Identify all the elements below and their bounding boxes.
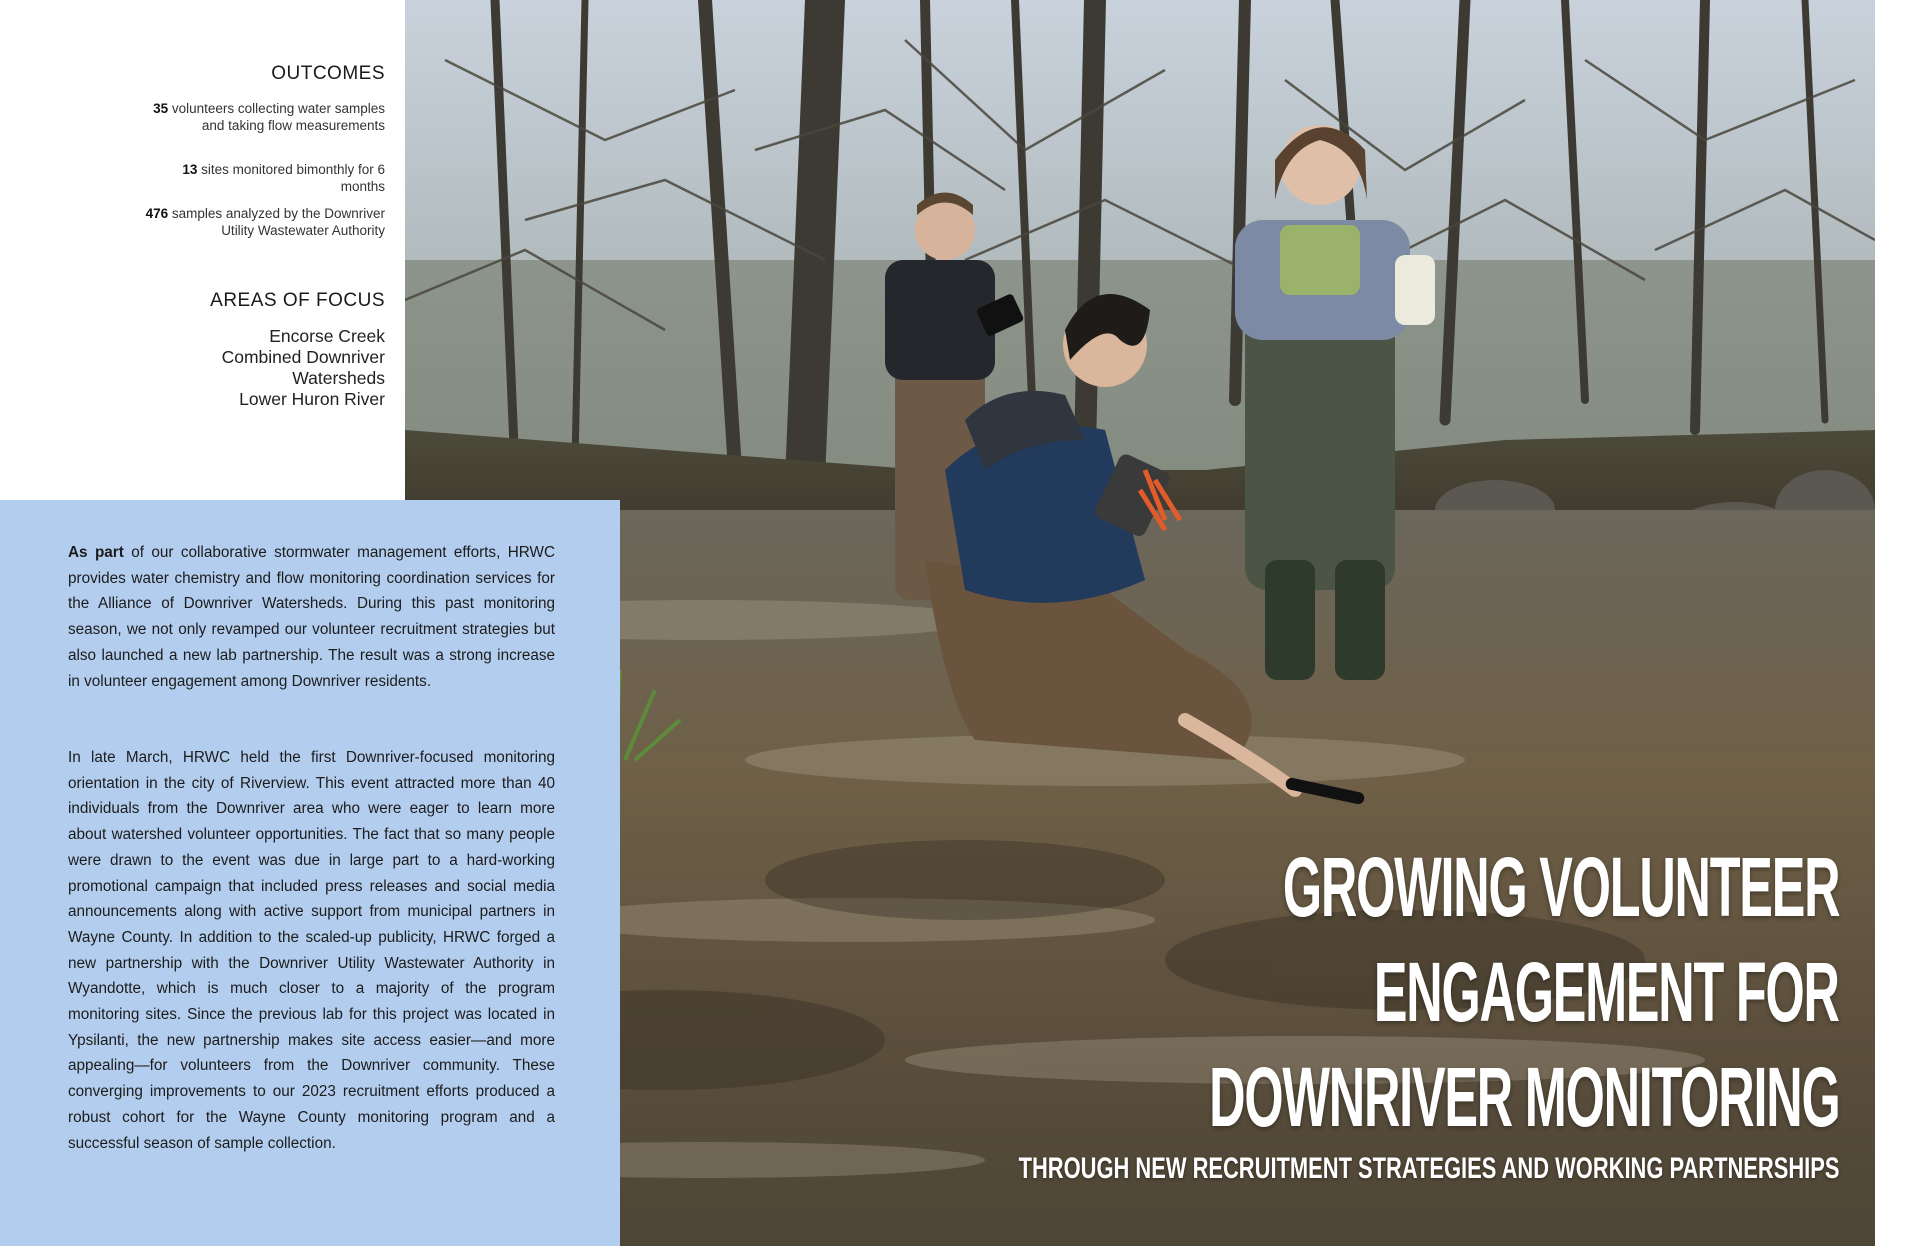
area-item: Lower Huron River [239,389,385,409]
article-panel [0,500,620,1246]
paragraph-lead: As part [68,544,124,561]
area-item: Combined Downriver [221,347,385,367]
outcome-number: 35 [153,101,169,116]
outcome-item [145,161,385,195]
headline-line-3: DOWNRIVER MONITORING [1208,1050,1839,1144]
sidebar [0,0,405,500]
headline-line-1: GROWING VOLUNTEER [1282,840,1839,934]
outcome-item [145,205,385,239]
paragraph-body: of our collaborative stormwater management efforts, HRWC provides water chemistry and flow monitoring coordination services for the Alliance of Downriver Watersheds. During this past monitoring season, we not only revamped our volunteer recruitment strategies but also launched a new lab partnership. The result was a strong increase in volunteer engagement among Downriver residents. [68,544,556,690]
areas-heading: AREAS OF FOCUS [210,290,385,311]
outcomes-heading: OUTCOMES [271,63,385,84]
headline-line-2: ENGAGEMENT FOR [1374,945,1839,1039]
article-paragraph-1 [68,540,555,694]
outcome-text: samples analyzed by the Downriver Utility Wastewater Authority [168,206,385,238]
outcome-number: 476 [145,206,169,221]
outcome-text: sites monitored bimonthly for 6 months [197,162,385,194]
outcome-number: 13 [182,162,198,177]
area-item: Watersheds [292,368,385,388]
outcome-text: volunteers collecting water samples and taking flow measurements [168,101,385,133]
article-paragraph-2: In late March, HRWC held the first Downriver-focused monitoring orientation in the city of Riverview. This event attracted more than 40 individuals from the Downriver area who were eager to learn more about watershed volunteer opportunities. The fact that so many people were drawn to the event was due in large part to a hard-working promotional campaign that included press releases and social media announcements along with active support from municipal partners in Wayne County. In addition to the scaled-up publicity, HRWC forged a new partnership with the Downriver Utility Wastewater Authority in Wyandotte, which is much closer to a majority of the program monitoring sites. Since the previous lab for this project was located in Ypsilanti, the new partnership makes site access easier—and more appealing—for volunteers from the Downriver community. These converging improvements to our 2023 recruitment efforts produced a robust cohort for the Wayne County monitoring program and a successful season of sample collection. [68,749,555,1152]
headline-subtitle: THROUGH NEW RECRUITMENT STRATEGIES AND WORKING PARTNERSHIPS [1018,1152,1839,1185]
outcome-item [145,100,385,134]
area-item: Encorse Creek [269,326,385,346]
